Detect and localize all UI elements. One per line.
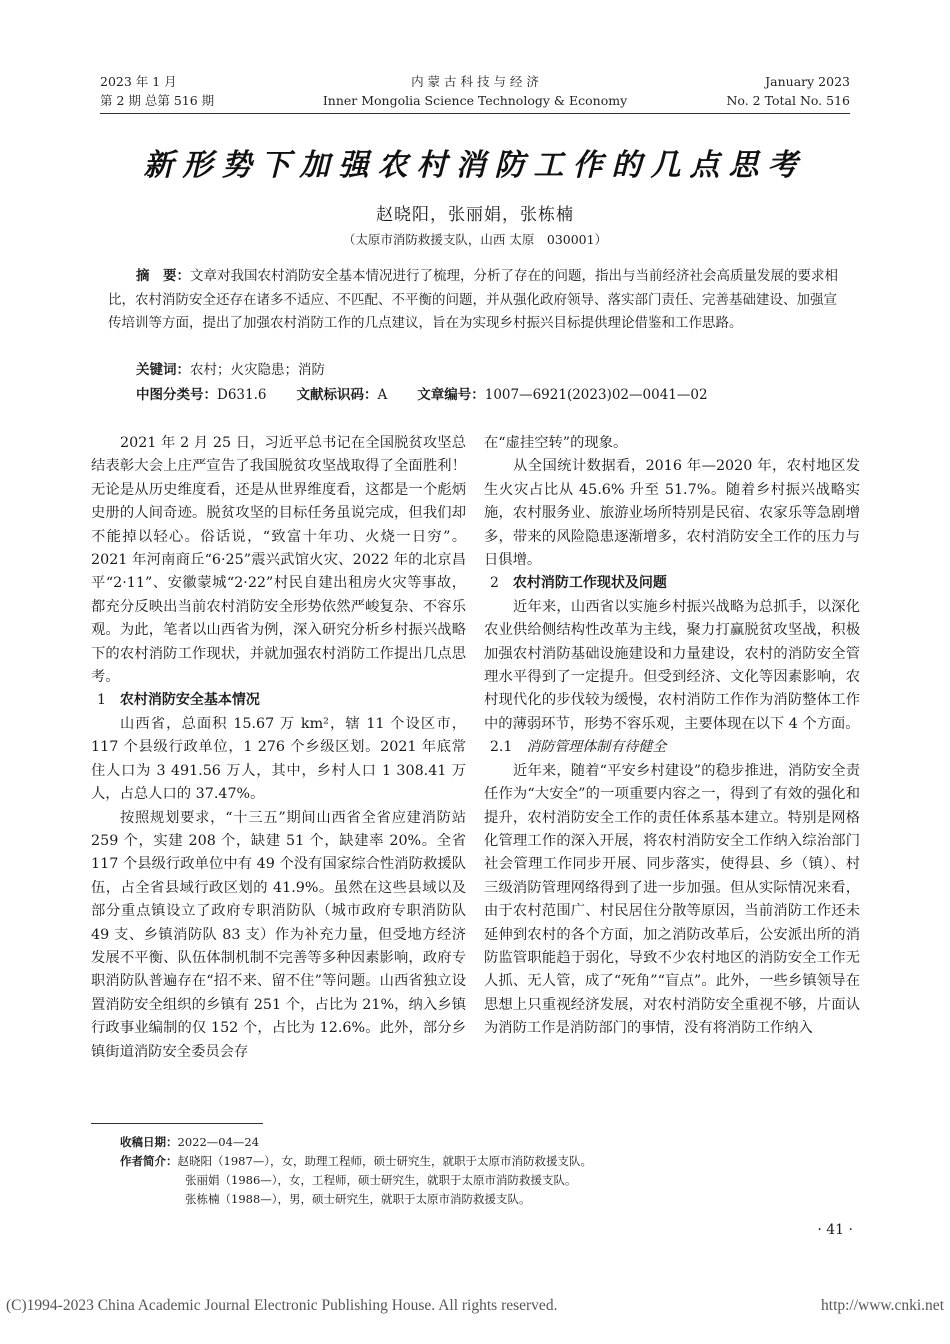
doc-code-value: A [377, 387, 388, 403]
page-number: · 41 · [817, 1222, 853, 1238]
paper-title: 新形势下加强农村消防工作的几点思考 [143, 148, 807, 183]
section-heading-2 [490, 572, 860, 595]
issue-date: 2023 年 1 月 [100, 74, 177, 89]
section-number: 1 [97, 692, 106, 709]
author-bio: 赵晓阳（1987—），女，助理工程师，硕士研究生，就职于太原市消防救援支队。 [177, 1154, 593, 1168]
keywords [136, 359, 325, 382]
received-label: 收稿日期： [120, 1135, 178, 1149]
doc-code-label: 文献标识码： [296, 387, 378, 403]
author-bio: 张丽娟（1986—），女，工程师，硕士研究生，就职于太原市消防救援支队。 [185, 1173, 577, 1187]
paper-authors: 赵晓阳，张丽娟，张栋楠 [376, 205, 574, 225]
copyright-text: (C)1994-2023 China Academic Journal Electronic Publishing House. All rights reserved. [6, 1297, 558, 1314]
body-paragraph: 按照规划要求，“十三五”期间山西省全省应建消防站 259 个，实建 208 个，缺建 51 个，缺建率 20%。全省 117 个县级行政单位中有 49 个没有国家综合性消防救援队伍，占全省县域行政区划的 41.9%。虽然在这些县域以及部分重点镇设立了政府专职消防队（城市政府专职消防队 49 支、乡镇消防队 83 支）作为补充力量，但受地方经济发展不平衡、队伍体制机制不完善等多种因素影响，政府专职消防队普遍存在“招不来、留不住”等问题。山西省独立设置消防安全组织的乡镇有 251 个，占比为 21%，纳入乡镇行政事业编制的仅 152 个，占比为 12.6%。此外，部分乡镇街道消防安全委员会存 [91, 809, 466, 1060]
section-title: 农村消防工作现状及问题 [512, 575, 667, 592]
section-number: 2 [490, 575, 499, 592]
header-center [300, 72, 650, 110]
intro-paragraph: 2021 年 2 月 25 日，习近平总书记在全国脱贫攻坚总结表彰大会上庄严宣告了我国脱贫攻坚战取得了全面胜利！无论是从历史维度看，还是从世界维度看，这都是一个彪炳史册的人间奇迹。脱贫攻坚的目标任务虽说完成，但我们却不能掉以轻心。俗话说，“致富十年功、火烧一日穷”。2021 年河南商丘“6·25”震兴武馆火灾、2022 年的北京昌平“2·11”、安徽蒙城“2·22”村民自建出租房火灾等事故，都充分反映出当前农村消防安全形势依然严峻复杂、不容乐观。为此，笔者以山西省为例，深入研究分析乡村振兴战略下的农村消防工作现状，并就加强农村消防工作提出几点思考。 [91, 435, 466, 686]
article-number-label: 文章编号： [417, 387, 485, 403]
body-paragraph: 山西省，总面积 15.67 万 km²，辖 11 个设区市，117 个县级行政单位，1 276 个乡级区划。2021 年底常住人口为 3 491.56 万人，其中，乡村人口 1 308.41 万人，占总人口的 37.47%。 [91, 715, 466, 803]
issue-number: 第 2 期 总第 516 期 [100, 93, 215, 108]
copyright-url: http://www.cnki.net [821, 1297, 944, 1314]
section-heading-1 [97, 689, 466, 712]
header-right [726, 72, 850, 110]
copyright-footer [6, 1297, 944, 1315]
journal-name-en: Inner Mongolia Science Technology & Economy [322, 93, 628, 108]
body-paragraph: 近年来，随着“平安乡村建设”的稳步推进，消防安全责任作为“大安全”的一项重要内容之一，得到了有效的强化和提升，农村消防安全工作的责任体系基本建立。特别是网格化管理工作的深入开展，将农村消防安全工作纳入综治部门社会管理工作同步开展、同步落实，使得县、乡（镇）、村三级消防管理网络得到了进一步加强。但从实际情况来看，由于农村范围广、村民居住分散等原因，当前消防工作还未延伸到农村的各个方面，加之消防改革后，公安派出所的消防监管职能趋于弱化，导致不少农村地区的消防安全工作无人抓、无人管，成了“死角”“盲点”。此外，一些乡镇领导在思想上只重视经济发展，对农村消防安全重视不够，片面认为消防工作是消防部门的事情，没有将消防工作纳入 [484, 762, 860, 1037]
body-paragraph: 从全国统计数据看，2016 年—2020 年，农村地区发生火灾占比从 45.6% 升至 51.7%。随着乡村振兴战略实施，农村服务业、旅游业场所特别是民宿、农家乐等急剧增多，带来的风险隐患逐渐增多，农村消防安全工作的压力与日俱增。 [484, 458, 860, 569]
received-date: 2022—04—24 [177, 1135, 260, 1149]
body-paragraph: 近年来，山西省以实施乡村振兴战略为总抓手，以深化农业供给侧结构性改革为主线，聚力打赢脱贫攻坚战，积极加强农村消防基础设施建设和力量建设，农村的消防安全管理水平得到了一定提升。但受到经济、文化等因素影响，农村现代化的步伐较为缓慢，农村消防工作作为消防整体工作中的薄弱环节，形势不容乐观，主要体现在以下 4 个方面。 [484, 598, 860, 732]
footnote-divider [91, 1123, 263, 1124]
author-bio-label: 作者简介： [120, 1154, 178, 1168]
keywords-text: 农村；火灾隐患；消防 [190, 362, 325, 378]
paper-affiliation: （太原市消防救援支队，山西 太原 030001） [342, 232, 608, 247]
keywords-label: 关键词： [136, 362, 190, 378]
author-bio: 张栋楠（1988—），男，硕士研究生，就职于太原市消防救援支队。 [185, 1192, 531, 1206]
abstract-label: 摘 要： [136, 268, 190, 284]
article-number-value: 1007—6921(2023)02—0041—02 [484, 387, 708, 403]
footnotes [120, 1133, 592, 1209]
abstract [108, 265, 850, 336]
body-right-column [484, 432, 860, 1041]
header-divider [100, 113, 850, 114]
body-paragraph-continued: 在“虚挂空转”的现象。 [484, 435, 628, 451]
subsection-heading-2-1 [490, 736, 860, 759]
body-left-column [91, 432, 466, 1064]
clc-value: D631.6 [217, 387, 267, 403]
issue-date-en: January 2023 [765, 74, 850, 89]
issue-number-en: No. 2 Total No. 516 [726, 93, 850, 108]
subsection-title: 消防管理体制有待健全 [526, 739, 667, 756]
abstract-text: 文章对我国农村消防安全基本情况进行了梳理，分析了存在的问题，指出与当前经济社会高质量发展的要求相比，农村消防安全还存在诸多不适应、不匹配、不平衡的问题，并从强化政府领导、落实部门责任、完善基础建设、加强宣传培训等方面，提出了加强农村消防工作的几点建议，旨在为实现乡村振兴目标提供理论借鉴和工作思路。 [108, 268, 838, 331]
section-title: 农村消防安全基本情况 [119, 692, 260, 709]
clc-label: 中图分类号： [136, 387, 217, 403]
header-left [100, 72, 214, 110]
classification [136, 384, 708, 407]
journal-name-cn: 内 蒙 古 科 技 与 经 济 [411, 74, 539, 89]
subsection-number: 2.1 [490, 739, 513, 756]
